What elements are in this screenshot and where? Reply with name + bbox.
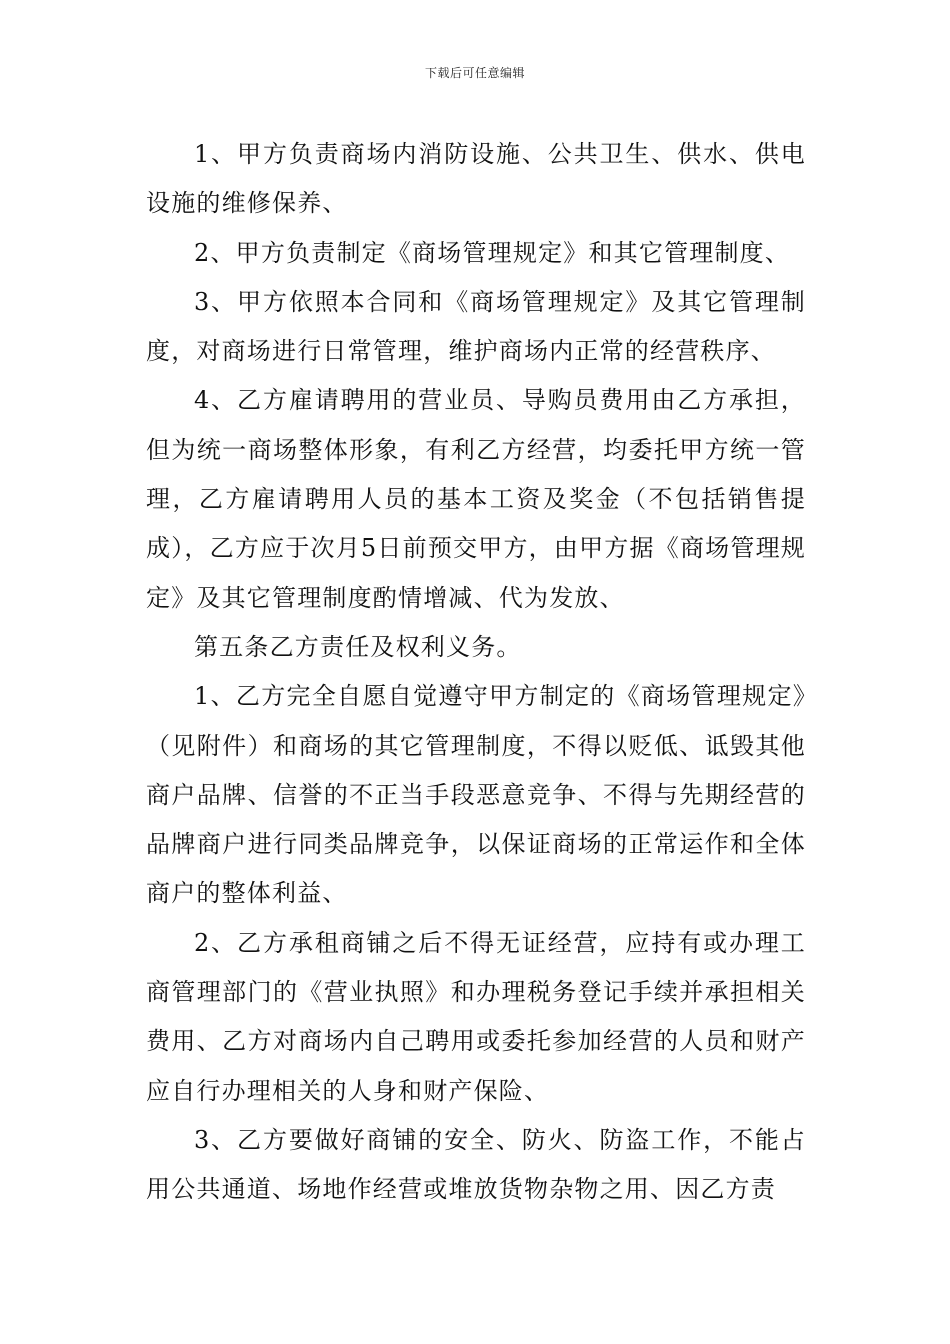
paragraph-8: 3、乙方要做好商铺的安全、防火、防盗工作，不能占用公共通道、场地作经营或堆放货物杂物之用、因乙方责 — [146, 1125, 806, 1204]
paragraph-7: 2、乙方承租商铺之后不得无证经营，应持有或办理工商管理部门的《营业执照》和办理税务登记手续并承担相关费用、乙方对商场内自己聘用或委托参加经营的人员和财产应自行办理相关的人身和财产保险、 — [146, 928, 806, 1105]
page-header-note: 下载后可任意编辑 — [424, 66, 525, 80]
paragraph-1: 1、甲方负责商场内消防设施、公共卫生、供水、供电设施的维修保养、 — [146, 140, 806, 218]
paragraph-3: 3、甲方依照本合同和《商场管理规定》及其它管理制度，对商场进行日常管理，维护商场内正常的经营秩序、 — [146, 287, 806, 366]
paragraph-6: 1、乙方完全自愿自觉遵守甲方制定的《商场管理规定》（见附件）和商场的其它管理制度，不得以贬低、诋毁其他商户品牌、信誉的不正当手段恶意竞争、不得与先期经营的品牌商户进行同类品牌竞争，以保证商场的正常运作和全体商户的整体利益、 — [146, 682, 806, 908]
paragraph-4: 4、乙方雇请聘用的营业员、导购员费用由乙方承担，但为统一商场整体形象，有利乙方经营，均委托甲方统一管理，乙方雇请聘用人员的基本工资及奖金（不包括销售提成），乙方应于次月5日前预交甲方，由甲方据《商场管理规定》及其它管理制度酌情增减、代为发放、 — [146, 386, 806, 612]
paragraph-2: 2、甲方负责制定《商场管理规定》和其它管理制度、 — [194, 238, 791, 267]
section-heading-article-5: 第五条乙方责任及权利义务。 — [194, 632, 522, 661]
document-body — [146, 130, 806, 1215]
